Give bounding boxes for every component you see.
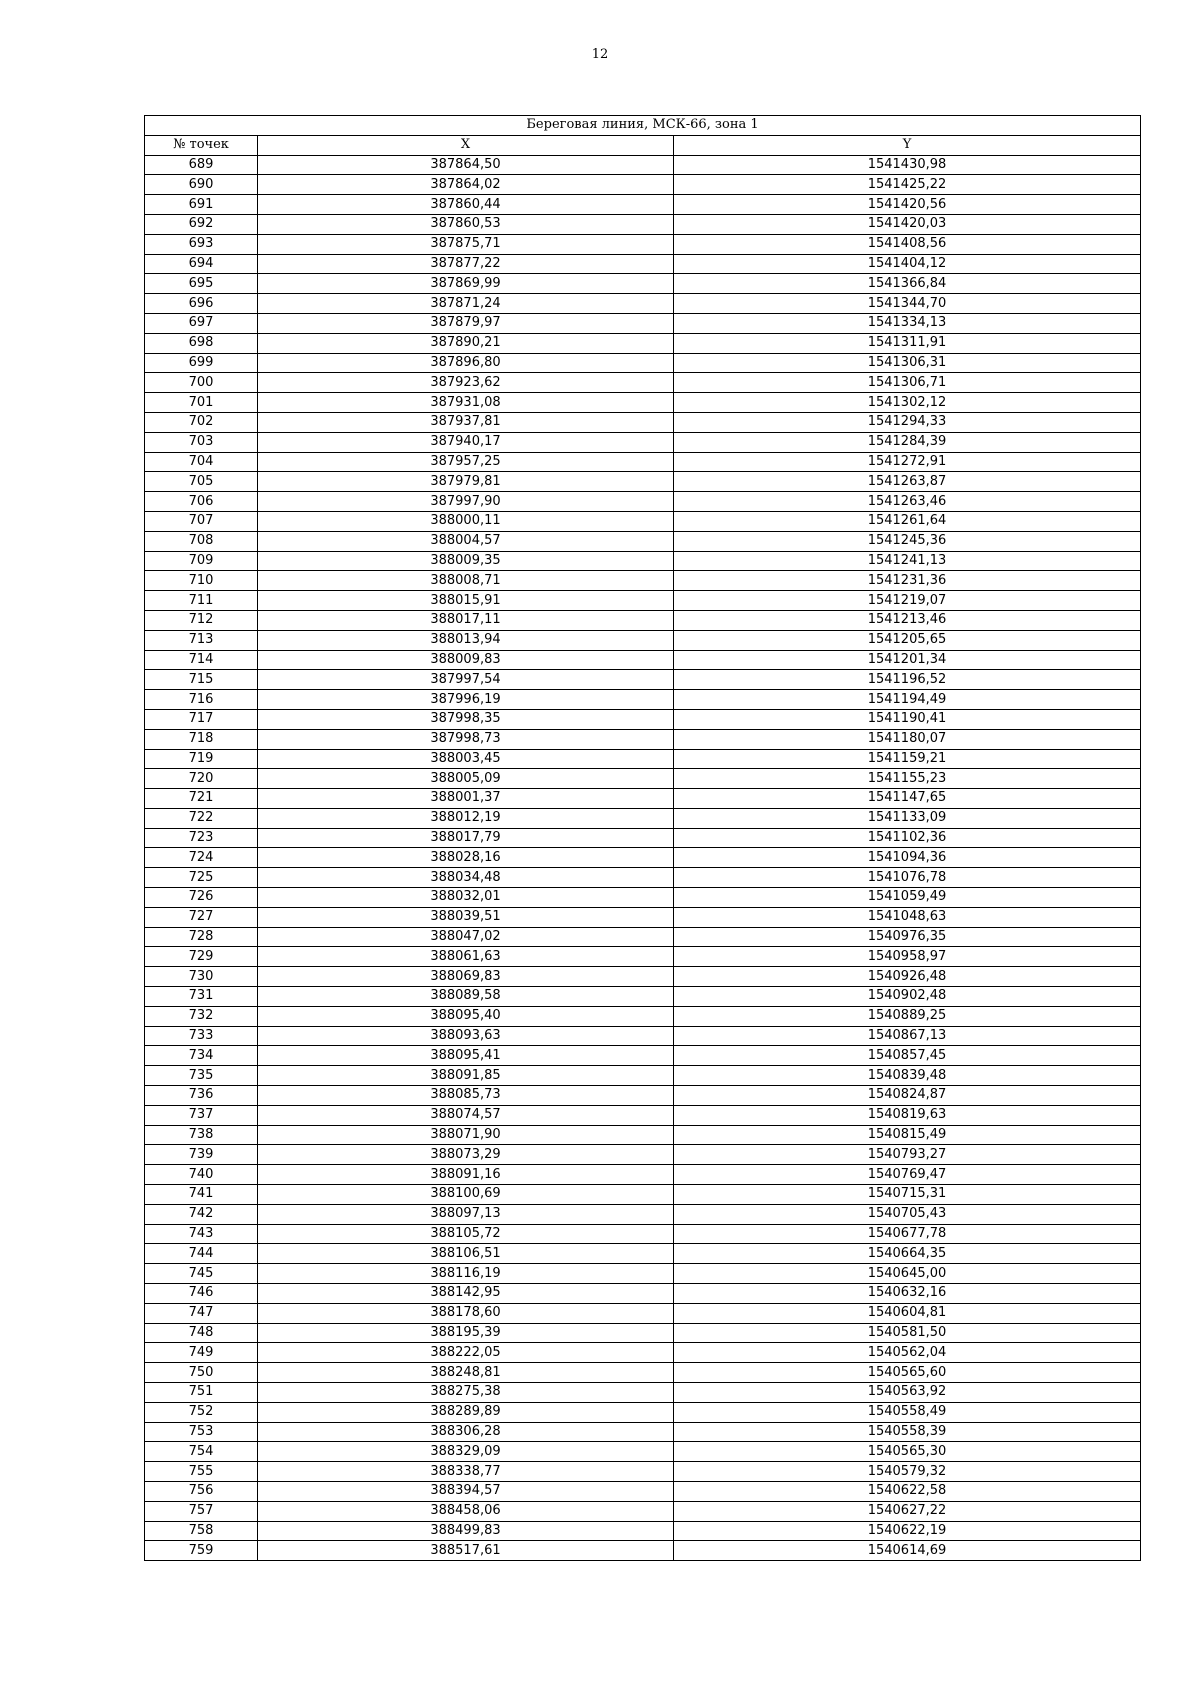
x-coordinate-cell: 387931,08	[258, 393, 674, 413]
table-row	[145, 947, 1141, 967]
table-row	[145, 987, 1141, 1007]
x-coordinate-cell: 388004,57	[258, 531, 674, 551]
y-coordinate-cell: 1541263,46	[674, 492, 1141, 512]
point-number-cell: 706	[145, 492, 258, 512]
table-row	[145, 670, 1141, 690]
x-coordinate-cell: 388248,81	[258, 1363, 674, 1383]
table-row	[145, 1066, 1141, 1086]
y-coordinate-cell: 1540889,25	[674, 1006, 1141, 1026]
y-coordinate-cell: 1541404,12	[674, 254, 1141, 274]
y-coordinate-cell: 1541094,36	[674, 848, 1141, 868]
point-number-cell: 746	[145, 1284, 258, 1304]
x-coordinate-cell: 387998,35	[258, 709, 674, 729]
x-coordinate-cell: 388306,28	[258, 1422, 674, 1442]
table-row	[145, 313, 1141, 333]
header-x: X	[258, 135, 674, 155]
x-coordinate-cell: 387890,21	[258, 333, 674, 353]
point-number-cell: 689	[145, 155, 258, 175]
point-number-cell: 741	[145, 1185, 258, 1205]
point-number-cell: 736	[145, 1086, 258, 1106]
x-coordinate-cell: 388116,19	[258, 1264, 674, 1284]
x-coordinate-cell: 388034,48	[258, 868, 674, 888]
y-coordinate-cell: 1541425,22	[674, 175, 1141, 195]
y-coordinate-cell: 1541231,36	[674, 571, 1141, 591]
y-coordinate-cell: 1540705,43	[674, 1204, 1141, 1224]
y-coordinate-cell: 1540562,04	[674, 1343, 1141, 1363]
table-row	[145, 353, 1141, 373]
x-coordinate-cell: 387879,97	[258, 313, 674, 333]
x-coordinate-cell: 387998,73	[258, 729, 674, 749]
table-row	[145, 1105, 1141, 1125]
table-row	[145, 1026, 1141, 1046]
point-number-cell: 751	[145, 1383, 258, 1403]
y-coordinate-cell: 1540565,60	[674, 1363, 1141, 1383]
y-coordinate-cell: 1541241,13	[674, 551, 1141, 571]
y-coordinate-cell: 1540645,00	[674, 1264, 1141, 1284]
x-coordinate-cell: 388069,83	[258, 967, 674, 987]
table-row	[145, 234, 1141, 254]
y-coordinate-cell: 1541159,21	[674, 749, 1141, 769]
table-row	[145, 808, 1141, 828]
table-row	[145, 373, 1141, 393]
point-number-cell: 694	[145, 254, 258, 274]
point-number-cell: 698	[145, 333, 258, 353]
table-row	[145, 1521, 1141, 1541]
point-number-cell: 723	[145, 828, 258, 848]
table-caption-row	[145, 116, 1141, 136]
table-row	[145, 1383, 1141, 1403]
point-number-cell: 737	[145, 1105, 258, 1125]
x-coordinate-cell: 387860,44	[258, 195, 674, 215]
point-number-cell: 754	[145, 1442, 258, 1462]
y-coordinate-cell: 1541294,33	[674, 412, 1141, 432]
y-coordinate-cell: 1541147,65	[674, 789, 1141, 809]
y-coordinate-cell: 1541194,49	[674, 690, 1141, 710]
point-number-cell: 733	[145, 1026, 258, 1046]
point-number-cell: 747	[145, 1303, 258, 1323]
point-number-cell: 748	[145, 1323, 258, 1343]
table-row	[145, 1125, 1141, 1145]
point-number-cell: 755	[145, 1462, 258, 1482]
table-row	[145, 1541, 1141, 1561]
table-row	[145, 472, 1141, 492]
y-coordinate-cell: 1541261,64	[674, 511, 1141, 531]
x-coordinate-cell: 387937,81	[258, 412, 674, 432]
point-number-cell: 758	[145, 1521, 258, 1541]
table-row	[145, 195, 1141, 215]
y-coordinate-cell: 1540819,63	[674, 1105, 1141, 1125]
x-coordinate-cell: 387896,80	[258, 353, 674, 373]
x-coordinate-cell: 388458,06	[258, 1501, 674, 1521]
table-row	[145, 828, 1141, 848]
y-coordinate-cell: 1540769,47	[674, 1165, 1141, 1185]
x-coordinate-cell: 388061,63	[258, 947, 674, 967]
x-coordinate-cell: 388091,85	[258, 1066, 674, 1086]
y-coordinate-cell: 1541180,07	[674, 729, 1141, 749]
table-row	[145, 294, 1141, 314]
point-number-cell: 744	[145, 1244, 258, 1264]
x-coordinate-cell: 388097,13	[258, 1204, 674, 1224]
x-coordinate-cell: 388338,77	[258, 1462, 674, 1482]
point-number-cell: 702	[145, 412, 258, 432]
table-row	[145, 848, 1141, 868]
point-number-cell: 709	[145, 551, 258, 571]
x-coordinate-cell: 388222,05	[258, 1343, 674, 1363]
point-number-cell: 729	[145, 947, 258, 967]
table-header-row	[145, 135, 1141, 155]
y-coordinate-cell: 1540793,27	[674, 1145, 1141, 1165]
x-coordinate-cell: 388015,91	[258, 591, 674, 611]
table-row	[145, 1284, 1141, 1304]
point-number-cell: 743	[145, 1224, 258, 1244]
point-number-cell: 759	[145, 1541, 258, 1561]
x-coordinate-cell: 387877,22	[258, 254, 674, 274]
table-row	[145, 1422, 1141, 1442]
x-coordinate-cell: 388289,89	[258, 1402, 674, 1422]
point-number-cell: 705	[145, 472, 258, 492]
table-row	[145, 1145, 1141, 1165]
x-coordinate-cell: 388009,83	[258, 650, 674, 670]
x-coordinate-cell: 388008,71	[258, 571, 674, 591]
page-number: 12	[591, 47, 609, 62]
y-coordinate-cell: 1541190,41	[674, 709, 1141, 729]
table-row	[145, 1244, 1141, 1264]
table-caption: Береговая линия, МСК-66, зона 1	[145, 116, 1141, 136]
point-number-cell: 757	[145, 1501, 258, 1521]
point-number-cell: 692	[145, 214, 258, 234]
x-coordinate-cell: 388142,95	[258, 1284, 674, 1304]
point-number-cell: 742	[145, 1204, 258, 1224]
y-coordinate-cell: 1541366,84	[674, 274, 1141, 294]
table-body	[145, 155, 1141, 1561]
y-coordinate-cell: 1541076,78	[674, 868, 1141, 888]
y-coordinate-cell: 1541284,39	[674, 432, 1141, 452]
table-row	[145, 1343, 1141, 1363]
y-coordinate-cell: 1541048,63	[674, 907, 1141, 927]
point-number-cell: 707	[145, 511, 258, 531]
point-number-cell: 740	[145, 1165, 258, 1185]
y-coordinate-cell: 1540622,19	[674, 1521, 1141, 1541]
y-coordinate-cell: 1540867,13	[674, 1026, 1141, 1046]
x-coordinate-cell: 387864,02	[258, 175, 674, 195]
x-coordinate-cell: 387869,99	[258, 274, 674, 294]
y-coordinate-cell: 1541408,56	[674, 234, 1141, 254]
y-coordinate-cell: 1540839,48	[674, 1066, 1141, 1086]
point-number-cell: 704	[145, 452, 258, 472]
y-coordinate-cell: 1541272,91	[674, 452, 1141, 472]
y-coordinate-cell: 1541306,31	[674, 353, 1141, 373]
point-number-cell: 710	[145, 571, 258, 591]
x-coordinate-cell: 388394,57	[258, 1481, 674, 1501]
x-coordinate-cell: 388001,37	[258, 789, 674, 809]
y-coordinate-cell: 1541306,71	[674, 373, 1141, 393]
point-number-cell: 715	[145, 670, 258, 690]
point-number-cell: 719	[145, 749, 258, 769]
point-number-cell: 756	[145, 1481, 258, 1501]
point-number-cell: 711	[145, 591, 258, 611]
point-number-cell: 753	[145, 1422, 258, 1442]
table-row	[145, 1264, 1141, 1284]
x-coordinate-cell: 388195,39	[258, 1323, 674, 1343]
point-number-cell: 738	[145, 1125, 258, 1145]
x-coordinate-cell: 388089,58	[258, 987, 674, 1007]
x-coordinate-cell: 388106,51	[258, 1244, 674, 1264]
y-coordinate-cell: 1540958,97	[674, 947, 1141, 967]
x-coordinate-cell: 387997,90	[258, 492, 674, 512]
x-coordinate-cell: 388329,09	[258, 1442, 674, 1462]
y-coordinate-cell: 1541201,34	[674, 650, 1141, 670]
x-coordinate-cell: 388095,41	[258, 1046, 674, 1066]
table-row	[145, 1006, 1141, 1026]
x-coordinate-cell: 387923,62	[258, 373, 674, 393]
table-row	[145, 709, 1141, 729]
point-number-cell: 745	[145, 1264, 258, 1284]
x-coordinate-cell: 388085,73	[258, 1086, 674, 1106]
point-number-cell: 725	[145, 868, 258, 888]
y-coordinate-cell: 1541263,87	[674, 472, 1141, 492]
y-coordinate-cell: 1540815,49	[674, 1125, 1141, 1145]
table-row	[145, 630, 1141, 650]
table-row	[145, 729, 1141, 749]
y-coordinate-cell: 1540677,78	[674, 1224, 1141, 1244]
y-coordinate-cell: 1540824,87	[674, 1086, 1141, 1106]
x-coordinate-cell: 388013,94	[258, 630, 674, 650]
y-coordinate-cell: 1540622,58	[674, 1481, 1141, 1501]
table-row	[145, 610, 1141, 630]
point-number-cell: 700	[145, 373, 258, 393]
x-coordinate-cell: 388009,35	[258, 551, 674, 571]
table-row	[145, 749, 1141, 769]
table-row	[145, 888, 1141, 908]
table-row	[145, 591, 1141, 611]
table-row	[145, 1165, 1141, 1185]
point-number-cell: 721	[145, 789, 258, 809]
point-number-cell: 749	[145, 1343, 258, 1363]
y-coordinate-cell: 1541334,13	[674, 313, 1141, 333]
table-row	[145, 1086, 1141, 1106]
table-row	[145, 274, 1141, 294]
table-row	[145, 690, 1141, 710]
point-number-cell: 750	[145, 1363, 258, 1383]
point-number-cell: 713	[145, 630, 258, 650]
y-coordinate-cell: 1541430,98	[674, 155, 1141, 175]
point-number-cell: 701	[145, 393, 258, 413]
header-y: Y	[674, 135, 1141, 155]
y-coordinate-cell: 1541133,09	[674, 808, 1141, 828]
y-coordinate-cell: 1540581,50	[674, 1323, 1141, 1343]
y-coordinate-cell: 1541155,23	[674, 769, 1141, 789]
y-coordinate-cell: 1540558,49	[674, 1402, 1141, 1422]
table-row	[145, 769, 1141, 789]
y-coordinate-cell: 1541059,49	[674, 888, 1141, 908]
table-row	[145, 214, 1141, 234]
x-coordinate-cell: 387997,54	[258, 670, 674, 690]
table-row	[145, 511, 1141, 531]
table-row	[145, 1402, 1141, 1422]
y-coordinate-cell: 1541205,65	[674, 630, 1141, 650]
point-number-cell: 708	[145, 531, 258, 551]
table-row	[145, 1303, 1141, 1323]
y-coordinate-cell: 1541302,12	[674, 393, 1141, 413]
point-number-cell: 690	[145, 175, 258, 195]
table-row	[145, 967, 1141, 987]
y-coordinate-cell: 1541213,46	[674, 610, 1141, 630]
table-row	[145, 927, 1141, 947]
table-row	[145, 412, 1141, 432]
x-coordinate-cell: 387940,17	[258, 432, 674, 452]
point-number-cell: 714	[145, 650, 258, 670]
point-number-cell: 734	[145, 1046, 258, 1066]
table-row	[145, 551, 1141, 571]
x-coordinate-cell: 387979,81	[258, 472, 674, 492]
y-coordinate-cell: 1540565,30	[674, 1442, 1141, 1462]
x-coordinate-cell: 388074,57	[258, 1105, 674, 1125]
table-row	[145, 789, 1141, 809]
y-coordinate-cell: 1540558,39	[674, 1422, 1141, 1442]
point-number-cell: 717	[145, 709, 258, 729]
table-row	[145, 1323, 1141, 1343]
x-coordinate-cell: 388275,38	[258, 1383, 674, 1403]
x-coordinate-cell: 387864,50	[258, 155, 674, 175]
point-number-cell: 703	[145, 432, 258, 452]
header-point-number: № точек	[145, 135, 258, 155]
y-coordinate-cell: 1540976,35	[674, 927, 1141, 947]
x-coordinate-cell: 388178,60	[258, 1303, 674, 1323]
table-row	[145, 1442, 1141, 1462]
y-coordinate-cell: 1540632,16	[674, 1284, 1141, 1304]
x-coordinate-cell: 388028,16	[258, 848, 674, 868]
y-coordinate-cell: 1540857,45	[674, 1046, 1141, 1066]
x-coordinate-cell: 388000,11	[258, 511, 674, 531]
table-row	[145, 907, 1141, 927]
y-coordinate-cell: 1540627,22	[674, 1501, 1141, 1521]
table-row	[145, 393, 1141, 413]
table-row	[145, 155, 1141, 175]
x-coordinate-cell: 388091,16	[258, 1165, 674, 1185]
x-coordinate-cell: 387957,25	[258, 452, 674, 472]
point-number-cell: 699	[145, 353, 258, 373]
x-coordinate-cell: 388499,83	[258, 1521, 674, 1541]
y-coordinate-cell: 1540579,32	[674, 1462, 1141, 1482]
x-coordinate-cell: 388032,01	[258, 888, 674, 908]
y-coordinate-cell: 1541219,07	[674, 591, 1141, 611]
table-row	[145, 492, 1141, 512]
table-row	[145, 1462, 1141, 1482]
table-row	[145, 175, 1141, 195]
x-coordinate-cell: 388005,09	[258, 769, 674, 789]
table-row	[145, 452, 1141, 472]
table-row	[145, 254, 1141, 274]
x-coordinate-cell: 387860,53	[258, 214, 674, 234]
table-row	[145, 571, 1141, 591]
x-coordinate-cell: 388517,61	[258, 1541, 674, 1561]
x-coordinate-cell: 388095,40	[258, 1006, 674, 1026]
x-coordinate-cell: 388017,79	[258, 828, 674, 848]
y-coordinate-cell: 1541311,91	[674, 333, 1141, 353]
x-coordinate-cell: 388003,45	[258, 749, 674, 769]
table-row	[145, 868, 1141, 888]
y-coordinate-cell: 1541102,36	[674, 828, 1141, 848]
table-row	[145, 1224, 1141, 1244]
point-number-cell: 693	[145, 234, 258, 254]
x-coordinate-cell: 388100,69	[258, 1185, 674, 1205]
y-coordinate-cell: 1540563,92	[674, 1383, 1141, 1403]
x-coordinate-cell: 388093,63	[258, 1026, 674, 1046]
point-number-cell: 735	[145, 1066, 258, 1086]
point-number-cell: 731	[145, 987, 258, 1007]
x-coordinate-cell: 388017,11	[258, 610, 674, 630]
y-coordinate-cell: 1540715,31	[674, 1185, 1141, 1205]
point-number-cell: 727	[145, 907, 258, 927]
point-number-cell: 695	[145, 274, 258, 294]
point-number-cell: 712	[145, 610, 258, 630]
point-number-cell: 697	[145, 313, 258, 333]
point-number-cell: 724	[145, 848, 258, 868]
table-row	[145, 1481, 1141, 1501]
point-number-cell: 728	[145, 927, 258, 947]
point-number-cell: 720	[145, 769, 258, 789]
table-row	[145, 1185, 1141, 1205]
point-number-cell: 752	[145, 1402, 258, 1422]
table-row	[145, 1204, 1141, 1224]
point-number-cell: 696	[145, 294, 258, 314]
x-coordinate-cell: 387871,24	[258, 294, 674, 314]
table-row	[145, 650, 1141, 670]
coordinates-table	[144, 115, 1141, 1561]
point-number-cell: 716	[145, 690, 258, 710]
table-row	[145, 1046, 1141, 1066]
y-coordinate-cell: 1541420,03	[674, 214, 1141, 234]
x-coordinate-cell: 387996,19	[258, 690, 674, 710]
point-number-cell: 726	[145, 888, 258, 908]
y-coordinate-cell: 1541344,70	[674, 294, 1141, 314]
table-row	[145, 1501, 1141, 1521]
x-coordinate-cell: 388047,02	[258, 927, 674, 947]
y-coordinate-cell: 1541245,36	[674, 531, 1141, 551]
table-row	[145, 531, 1141, 551]
x-coordinate-cell: 387875,71	[258, 234, 674, 254]
x-coordinate-cell: 388012,19	[258, 808, 674, 828]
table-row	[145, 432, 1141, 452]
point-number-cell: 718	[145, 729, 258, 749]
y-coordinate-cell: 1540902,48	[674, 987, 1141, 1007]
point-number-cell: 739	[145, 1145, 258, 1165]
point-number-cell: 691	[145, 195, 258, 215]
y-coordinate-cell: 1540614,69	[674, 1541, 1141, 1561]
y-coordinate-cell: 1541420,56	[674, 195, 1141, 215]
y-coordinate-cell: 1541196,52	[674, 670, 1141, 690]
y-coordinate-cell: 1540664,35	[674, 1244, 1141, 1264]
x-coordinate-cell: 388073,29	[258, 1145, 674, 1165]
x-coordinate-cell: 388039,51	[258, 907, 674, 927]
x-coordinate-cell: 388105,72	[258, 1224, 674, 1244]
x-coordinate-cell: 388071,90	[258, 1125, 674, 1145]
point-number-cell: 722	[145, 808, 258, 828]
point-number-cell: 730	[145, 967, 258, 987]
table-row	[145, 1363, 1141, 1383]
point-number-cell: 732	[145, 1006, 258, 1026]
y-coordinate-cell: 1540604,81	[674, 1303, 1141, 1323]
table-row	[145, 333, 1141, 353]
y-coordinate-cell: 1540926,48	[674, 967, 1141, 987]
